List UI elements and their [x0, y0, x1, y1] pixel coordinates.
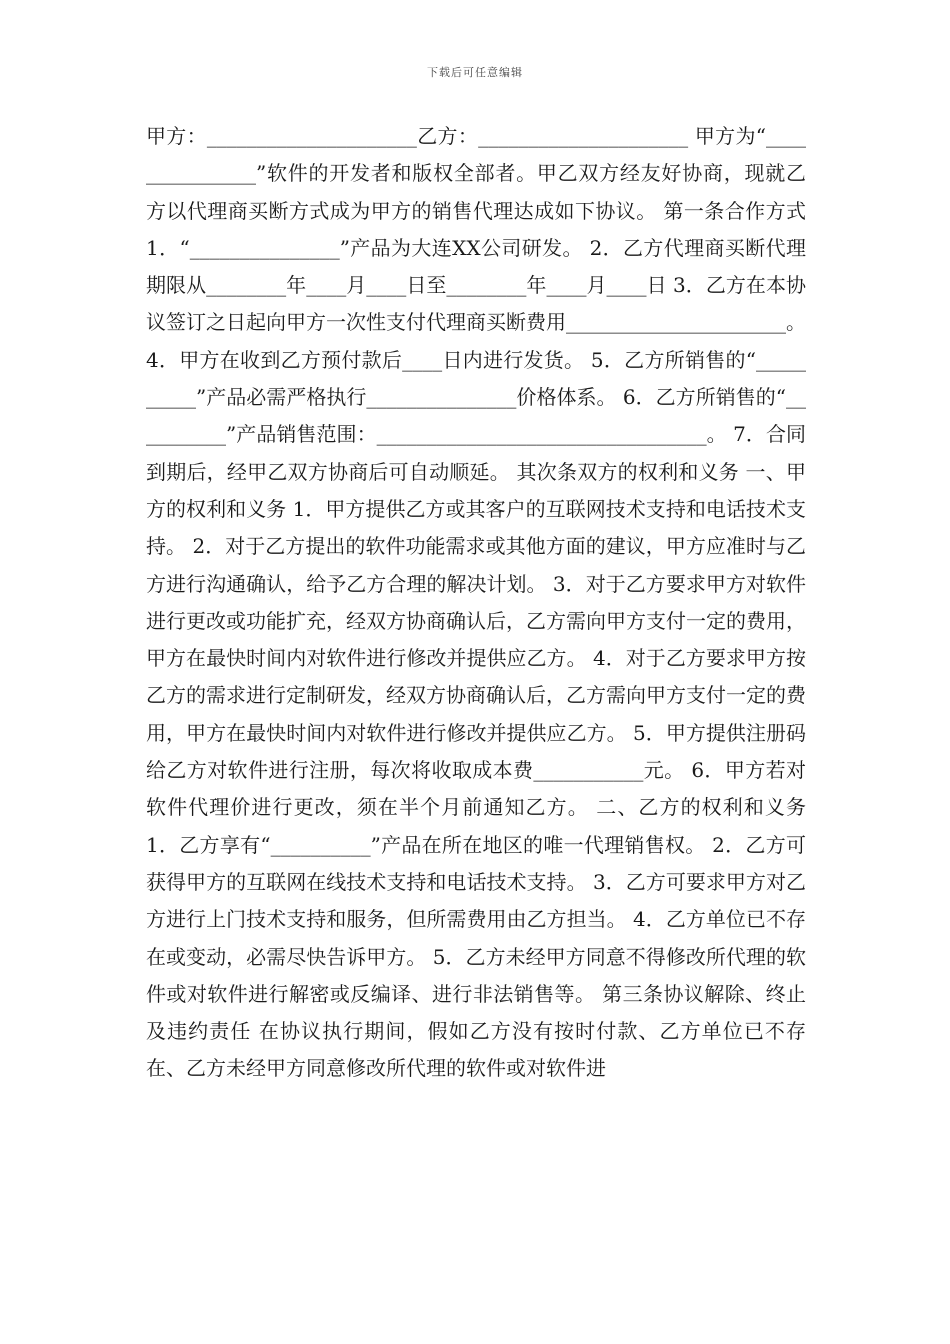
contract-body-text: 甲方：_____________________乙方：_____________________ 甲方为“_______________”软件的开发者和版权全部者。甲乙双方经友好协商，现就乙方以代理商买断方式成为甲方的销售代理达成如下协议。 第一条合作方式 1．“_______________”产品为大连XX公司研发。 2．乙方代理商买断代理期限从________年____月____日至________年____月____日 3．乙方在本协议签订之日起向甲方一次性支付代理商买断费用______________________。 4．甲方在收到乙方预付款后____日内进行发货。 5．乙方所销售的“__________”产品必需严格执行_______________价格体系。 6．乙方所销售的“__________”产品销售范围：_________________________________。 7．合同到期后，经甲乙双方协商后可自动顺延。 其次条双方的权利和义务 一、甲方的权利和义务 1．甲方提供乙方或其客户的互联网技术支持和电话技术支持。 2．对于乙方提出的软件功能需求或其他方面的建议，甲方应准时与乙方进行沟通确认，给予乙方合理的解决计划。 3．对于乙方要求甲方对软件进行更改或功能扩充，经双方协商确认后，乙方需向甲方支付一定的费用，甲方在最快时间内对软件进行修改并提供应乙方。 4．对于乙方要求甲方按乙方的需求进行定制研发，经双方协商确认后，乙方需向甲方支付一定的费用，甲方在最快时间内对软件进行修改并提供应乙方。 5．甲方提供注册码给乙方对软件进行注册，每次将收取成本费___________元。 6．甲方若对软件代理价进行更改，须在半个月前通知乙方。 二、乙方的权利和义务 1．乙方享有“__________”产品在所在地区的唯一代理销售权。 2．乙方可获得甲方的互联网在线技术支持和电话技术支持。 3．乙方可要求甲方对乙方进行上门技术支持和服务，但所需费用由乙方担当。 4．乙方单位已不存在或变动，必需尽快告诉甲方。 5．乙方未经甲方同意不得修改所代理的软件或对软件进行解密或反编译、进行非法销售等。 第三条协议解除、终止及违约责任 在协议执行期间，假如乙方没有按时付款、乙方单位已不存在、乙方未经甲方同意修改所代理的软件或对软件进: [146, 124, 806, 1081]
page-header-note: 下载后可任意编辑: [427, 66, 523, 79]
